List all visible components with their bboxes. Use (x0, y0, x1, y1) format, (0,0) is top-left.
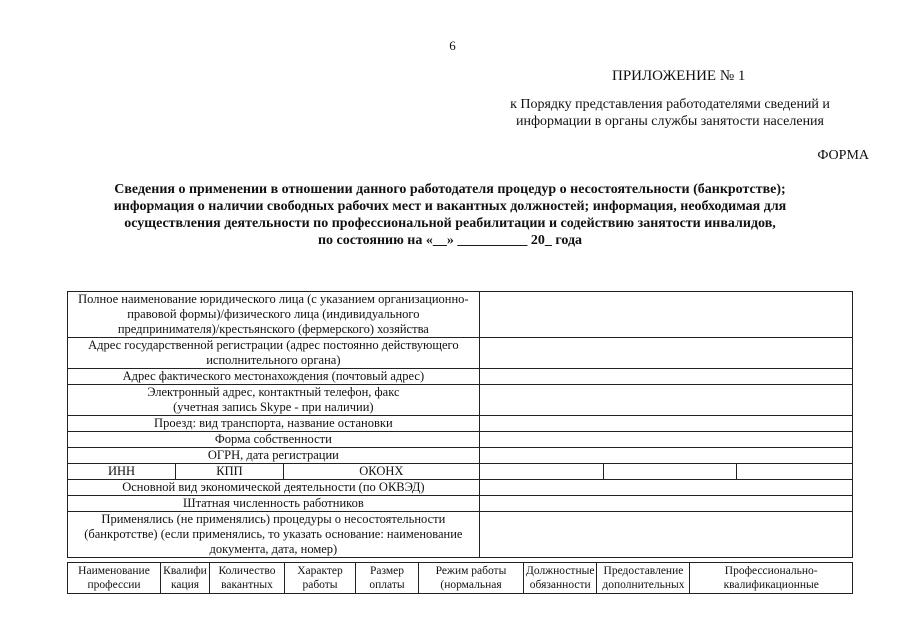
header-work-nature (285, 563, 356, 594)
appendix-subtitle-line: информации в органы службы занятости населения (515, 114, 824, 129)
row-label-staff-count: Штатная численность работников (68, 496, 480, 512)
header-work-mode (419, 563, 524, 594)
page-number: 6 (449, 38, 456, 53)
appendix-subtitle (480, 96, 860, 130)
header-vacancy-count (210, 563, 285, 594)
value-cell[interactable] (479, 432, 852, 448)
table-row (68, 338, 853, 369)
header-line: Характер (297, 565, 343, 577)
value-cell[interactable] (479, 369, 852, 385)
header-line: Размер (369, 565, 404, 577)
header-line: квалификационные (723, 579, 819, 591)
document-title-line: осуществления деятельности по профессиональной реабилитации и содействию занятости инвалидов, (124, 216, 776, 231)
employer-info-table (67, 291, 853, 558)
row-label-line: правовой формы)/физического лица (индивидуального (127, 307, 420, 321)
row-label-contacts (68, 385, 480, 416)
row-label-transport: Проезд: вид транспорта, название остановки (68, 416, 480, 432)
value-cell[interactable] (479, 512, 852, 558)
header-line: Режим работы (435, 565, 507, 577)
row-label-line: Применялись (не применялись) процедуры о несостоятельности (101, 512, 446, 526)
table-row (68, 480, 853, 496)
row-label-line: Адрес государственной регистрации (адрес постоянно действующего (88, 338, 459, 352)
header-line: Количество (218, 565, 276, 577)
vacancy-table (67, 562, 853, 594)
table-row (68, 512, 853, 558)
value-cell[interactable] (479, 338, 852, 369)
okonh-label: ОКОНХ (284, 464, 480, 480)
header-qualification (161, 563, 210, 594)
table-row (68, 432, 853, 448)
row-label-line: документа, дата, номер) (209, 542, 338, 556)
row-label-line: исполнительного органа) (206, 353, 341, 367)
table-row (68, 496, 853, 512)
kpp-value-cell[interactable] (603, 464, 736, 480)
row-label-legal-name (68, 292, 480, 338)
header-line: Предоставление (603, 565, 684, 577)
value-cell[interactable] (479, 416, 852, 432)
header-line: кация (170, 579, 200, 591)
appendix-subtitle-line: к Порядку представления работодателями сведений и (510, 97, 830, 112)
header-line: Квалифи (163, 565, 207, 577)
header-line: вакантных (221, 579, 273, 591)
header-salary (356, 563, 419, 594)
header-line: Профессионально- (724, 565, 818, 577)
header-line: Наименование (78, 565, 150, 577)
row-label-line: (банкротстве) (если применялись, то указать основание: наименование (84, 527, 463, 541)
value-cell[interactable] (479, 448, 852, 464)
document-title-line: информация о наличии свободных рабочих мест и вакантных должностей; информация, необходимая для (113, 199, 787, 214)
table-row (68, 416, 853, 432)
inn-value-cell[interactable] (479, 464, 603, 480)
document-title-line: по состоянию на «__» __________ 20_ года (317, 233, 583, 248)
value-cell[interactable] (479, 292, 852, 338)
table-row (68, 292, 853, 338)
value-cell[interactable] (479, 496, 852, 512)
header-line: профессии (87, 579, 141, 591)
row-label-line: Электронный адрес, контактный телефон, факс (147, 385, 400, 399)
row-label-registration-address (68, 338, 480, 369)
header-line: обязанности (529, 579, 591, 591)
row-label-actual-address: Адрес фактического местонахождения (почтовый адрес) (68, 369, 480, 385)
document-title (60, 181, 840, 249)
header-line: (нормальная (440, 579, 502, 591)
row-label-ownership: Форма собственности (68, 432, 480, 448)
table-row (68, 385, 853, 416)
header-profession (68, 563, 161, 594)
header-qualification-requirements (690, 563, 853, 594)
row-label-okved: Основной вид экономической деятельности (по ОКВЭД) (68, 480, 480, 496)
kpp-label: КПП (176, 464, 284, 480)
codes-row (68, 464, 853, 480)
value-cell[interactable] (479, 385, 852, 416)
header-additional (597, 563, 690, 594)
header-duties (524, 563, 597, 594)
header-line: оплаты (369, 579, 405, 591)
header-line: Должностные (526, 565, 595, 577)
table-row (68, 369, 853, 385)
okonh-value-cell[interactable] (736, 464, 852, 480)
table-row (68, 448, 853, 464)
header-line: работы (302, 579, 338, 591)
value-cell[interactable] (479, 480, 852, 496)
appendix-title: ПРИЛОЖЕНИЕ № 1 (612, 68, 746, 84)
row-label-ogrn: ОГРН, дата регистрации (68, 448, 480, 464)
inn-label: ИНН (68, 464, 176, 480)
document-title-line: Сведения о применении в отношении данного работодателя процедур о несостоятельности (банкротстве); (114, 182, 786, 197)
row-label-bankruptcy (68, 512, 480, 558)
form-label: ФОРМА (817, 148, 869, 163)
vacancy-header-row (68, 563, 853, 594)
row-label-line: предпринимателя)/крестьянского (фермерского) хозяйства (117, 322, 429, 336)
header-line: дополнительных (602, 579, 685, 591)
row-label-line: (учетная запись Skype - при наличии) (173, 400, 374, 414)
vacancy-table-area (60, 560, 860, 640)
row-label-line: Полное наименование юридического лица (с указанием организационно- (78, 292, 469, 306)
